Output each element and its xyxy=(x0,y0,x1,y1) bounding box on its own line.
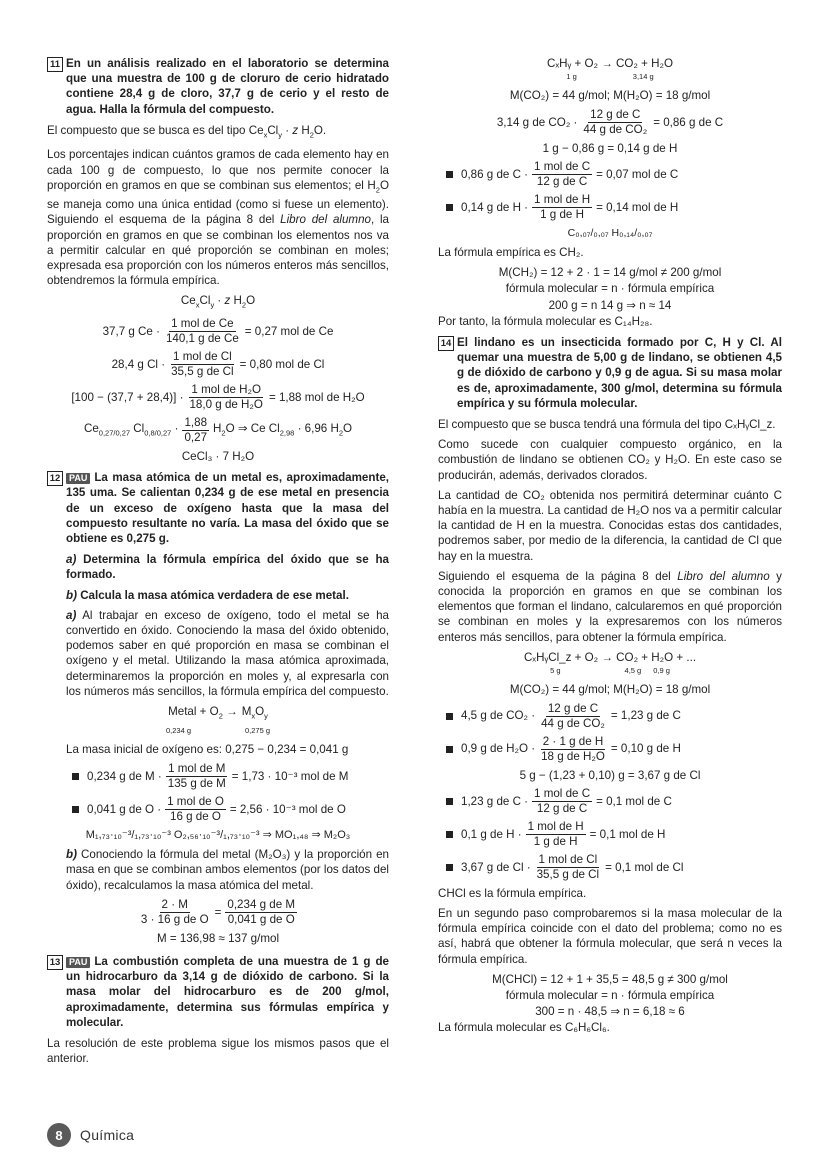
p13-eq-c xyxy=(438,108,782,137)
eq-right: = 0,07 mol de C xyxy=(596,167,679,181)
p12-reaction-masses xyxy=(47,723,389,738)
p11-result: CeCl₃ · 7 H₂O xyxy=(181,449,255,463)
fraction xyxy=(526,820,586,849)
numerator: 1 mol de M xyxy=(168,761,226,775)
text: Determina la fórmula empírica del óxido que se ha formado. xyxy=(66,553,389,582)
bullet-square xyxy=(446,713,453,720)
eq-right: = 1,23 g de C xyxy=(610,709,681,723)
problem-12-statement xyxy=(47,470,389,546)
p12-answer-a: a) Al trabajar en exceso de oxígeno, todo el metal se ha convertido en óxido. Conociendo la masa del óxido obtenido, podemos saber en qué proporción en masa se combinan el oxígeno y el metal. Utilizando la masa atómica aproximada, determinaremos la proporción en moles y, al expresarla con los números más sencillos, la fórmula empírica del compuesto. xyxy=(66,608,389,698)
denominator: 18 g de H₂O xyxy=(541,749,605,763)
eq-left: 0,9 g de H₂O · xyxy=(461,742,536,756)
eq-left: 28,4 g Cl · xyxy=(111,357,166,371)
numerator: 1 mol de Ce xyxy=(171,316,234,330)
denominator: 44 g de CO₂ xyxy=(583,122,648,136)
eq-left: 0,041 g de O · xyxy=(87,802,162,816)
book-title: Libro del alumno xyxy=(677,569,770,583)
text: y conocida la proporción en gramos en que se combinan los elementos que forman el lindano, calcularemos en qué proporción se combinan en moles y la expresaremos con los números enteros más sencillos, para obtener la fórmula empírica. xyxy=(438,569,782,644)
problem-number: 13 xyxy=(47,955,63,970)
denominator: 44 g de CO₂ xyxy=(541,716,605,730)
p13-bullet-2 xyxy=(446,193,782,222)
eq-left: 4,5 g de CO₂ · xyxy=(461,709,536,723)
denominator: 140,1 g de Ce xyxy=(165,331,239,345)
p14-m-chcl: M(CHCl) = 12 + 1 + 35,5 = 48,5 g ≠ 300 g/mol xyxy=(492,972,728,986)
fraction: $\frac{1,88}{0,27}$ xyxy=(184,415,208,444)
p14-molar: M(CO₂) = 44 g/mol; M(H₂O) = 18 g/mol xyxy=(509,683,711,697)
p14-reaction-masses xyxy=(438,663,782,678)
text: El compuesto que se busca es del tipo xyxy=(47,123,246,137)
p13-m-ch2: M(CH₂) = 12 + 2 · 1 = 14 g/mol ≠ 200 g/mol xyxy=(498,266,722,280)
fraction xyxy=(166,762,228,791)
eq-left: 3,14 g de CO₂ · xyxy=(496,115,578,129)
fraction xyxy=(539,702,607,731)
numerator: 12 g de C xyxy=(590,107,641,121)
p14-bullet-1 xyxy=(446,702,782,731)
eq-right: = 0,1 mol de Cl xyxy=(605,860,684,874)
p14-bullet-4 xyxy=(446,820,782,849)
p13-answer-intro: La resolución de este problema sigue los mismos pasos que el anterior. xyxy=(47,1036,389,1066)
p12-question-b xyxy=(47,588,389,603)
problem-text: El lindano es un insecticida formado por C, H y Cl. Al quemar una muestra de 5,00 g de lindano, se obtienen 4,5 g de dióxido de carbono y 0,9 g de agua. Si su masa molar es de, aproximadamente, 300 g/mol, determina su fórmula empírica y su fórmula molecular. xyxy=(457,336,782,410)
p13-bullet-1 xyxy=(446,160,782,189)
denominator: 35,5 g de Cl xyxy=(171,364,234,378)
p12-oxygen: La masa inicial de oxígeno es: 0,275 − 0,234 = 0,041 g xyxy=(66,742,349,756)
bullet-square xyxy=(72,806,79,813)
reactant: Metal + $O_2$ → xyxy=(168,705,238,721)
numerator: 1 mol de H xyxy=(534,192,591,206)
eq-left: 0,1 g de H · xyxy=(461,827,522,841)
p12-question-a xyxy=(47,552,389,582)
eq-right: = 0,86 g de C xyxy=(653,115,724,129)
problem-text: La combustión completa de una muestra de 1 g de un hidrocarburo da 3,14 g de dióxido de carbono. Si la masa molar del hidrocarburo es de 200 g/mol, aproximadamente, determina sus fórmulas empírica y molecular. xyxy=(66,954,389,1029)
label: b) xyxy=(66,588,77,602)
pau-badge: PAU xyxy=(66,957,90,968)
mass: 3,14 g xyxy=(632,72,654,82)
fraction xyxy=(164,317,241,346)
fraction xyxy=(535,853,602,882)
bullet-square xyxy=(72,773,79,780)
p14-a3: La cantidad de CO₂ obtenida nos permitirá determinar cuánto C había en la muestra. La cantidad de H₂O nos va a permitir calcular la cantidad de H en la muestra. Conocidas estas dos cantidades, podremos saber, por medio de la diferencia, la cantidad de Cl que hay en la muestra. xyxy=(438,488,782,563)
p14-a2: Como sucede con cualquier compuesto orgánico, en la combustión de lindano se obtienen CO₂ y H₂O. En este caso se producirán, además, derivados clorados. xyxy=(438,438,782,482)
problem-11-statement xyxy=(47,56,389,117)
right-column xyxy=(438,56,782,1041)
bullet-square xyxy=(446,746,453,753)
text: O se maneja como una única entidad (como si fuese un elemento). Siguiendo el esquema de la página 8 del xyxy=(47,178,389,227)
fraction xyxy=(187,383,264,412)
denominator: 0,041 g de O xyxy=(227,912,295,926)
numerator: 2 · M xyxy=(161,897,188,911)
eq-left: [100 − (37,7 + 28,4)] · xyxy=(71,390,184,404)
p12-mass-eq: $\frac{2 \cdot M}{\text{3 · 16 g de O}}$ = $\frac{\text{0,234 g de M}}{\text{0,041 g de O}}$ xyxy=(140,897,296,926)
p12-reaction xyxy=(47,704,389,724)
mass: 0,234 g xyxy=(165,725,191,735)
denominator: 16 g de O xyxy=(170,809,221,823)
pau-badge: PAU xyxy=(66,473,90,484)
numerator: 1 mol de Cl xyxy=(538,852,598,866)
fraction xyxy=(139,898,211,927)
p11-eq-ce xyxy=(47,317,389,346)
mass: 4,5 g xyxy=(624,666,642,676)
fraction xyxy=(581,108,649,137)
numerator: 1 mol de Cl xyxy=(173,349,232,363)
p12-bullet-2 xyxy=(72,795,389,824)
problem-14-statement xyxy=(438,335,782,411)
p11-intro: El compuesto que se busca es del tipo $Ce_xCl_y \cdot z$ $H_2O$. xyxy=(47,123,327,140)
p13-molecular-formula: fórmula molecular = n · fórmula empírica xyxy=(505,282,715,296)
p11-formula-type: $Ce_xCl_y \cdot z$ $H_2O$ xyxy=(180,294,256,310)
p14-a5: En un segundo paso comprobaremos si la masa molecular de la fórmula empírica coincide con el dato del problema; como no es así, habrá que obtener la fórmula molecular, que será n veces la fórmula empírica. xyxy=(438,906,782,966)
fraction xyxy=(539,735,607,764)
p12-formula-line: M₁,₇₃·₁₀⁻³/₁,₇₃·₁₀⁻³ O₂,₅₆·₁₀⁻³/₁,₇₃·₁₀⁻³ ⇒ MO₁,₄₈ ⇒ M₂O₃ xyxy=(85,828,351,841)
bullet-square xyxy=(446,831,453,838)
book-title: Libro del alumno xyxy=(280,213,371,227)
numerator: 1 mol de H₂O xyxy=(191,382,262,396)
p14-reaction: CₓHᵧCl_z + O₂ → CO₂ + H₂O + ... xyxy=(523,650,697,664)
p13-empirical: La fórmula empírica es CH₂. xyxy=(438,246,584,260)
eq-right: = 0,27 mol de Ce xyxy=(244,324,334,338)
eq-left: 1,23 g de C · xyxy=(461,794,529,808)
problem-number: 11 xyxy=(47,57,63,72)
eq-right: = 0,1 mol de H xyxy=(589,827,666,841)
problem-13-statement xyxy=(47,954,389,1030)
label: a) xyxy=(66,553,77,567)
numerator: 0,234 g de M xyxy=(227,897,296,911)
mass: 1 g xyxy=(566,72,577,82)
numerator: 1 mol de C xyxy=(534,786,591,800)
fraction xyxy=(532,193,592,222)
p13-molar: M(CO₂) = 44 g/mol; M(H₂O) = 18 g/mol xyxy=(509,89,711,103)
p14-n-calc: 300 = n · 48,5 ⇒ n = 6,18 ≈ 6 xyxy=(535,1005,685,1019)
fraction xyxy=(165,795,226,824)
p14-empirical: CHCl es la fórmula empírica. xyxy=(438,886,587,900)
fraction xyxy=(532,787,592,816)
eq-right: = 0,14 mol de H xyxy=(596,200,679,214)
p14-bullet-3 xyxy=(446,787,782,816)
denominator: 3 · 16 g de O xyxy=(140,912,209,926)
eq-right: = 0,10 g de H xyxy=(610,742,681,756)
p11-eq-ratio: $Ce_{0,27/0,27}$ $Cl_{0,8/0,27}$ · $\frac{1,88}{0,27}$ $H_2O$ ⇒ Ce $Cl_{2,98} \cdot 6,96$ $H_2O$ xyxy=(83,415,353,444)
mass: 0,275 g xyxy=(245,725,271,735)
p12-answer-b: b) Conociendo la fórmula del metal (M₂O₃) y la proporción en masa en que se combinan ambos elementos (por los datos del óxido), recalculamos la masa atómica del metal. xyxy=(66,848,389,892)
denominator: 1 g de H xyxy=(533,834,578,848)
product: $M_xO_y$ xyxy=(241,705,268,721)
bullet-square xyxy=(446,864,453,871)
p12-mass-result: M = 136,98 ≈ 137 g/mol xyxy=(156,931,280,945)
eq-left: 0,234 g de M · xyxy=(87,769,162,783)
fraction xyxy=(532,160,592,189)
p14-a4 xyxy=(438,569,782,645)
text: Los porcentajes indican cuántos gramos de cada elemento hay en cada 100 g de compuesto, lo que nos permite conocer la proporción en gramos en que se combinan sus elementos; el H xyxy=(47,148,389,192)
fraction xyxy=(225,898,297,927)
numerator: 2 · 1 g de H xyxy=(542,734,604,748)
mass: 0,9 g xyxy=(653,666,670,676)
p14-molecular-formula: fórmula molecular = n · fórmula empírica xyxy=(505,988,715,1002)
p14-conclusion: La fórmula molecular es C₆H₆Cl₆. xyxy=(438,1021,610,1035)
bullet-square xyxy=(446,204,453,211)
text: Al trabajar en exceso de oxígeno, todo el metal se ha convertido en óxido. Conociendo la masa del óxido obtenido, podemos saber en qué proporción en masa se combinan el oxígeno y el metal. Utilizando la masa atómica aproximada, determinaremos la proporción en moles y, al expresarla con los números más sencillos, la fórmula empírica del compuesto. xyxy=(66,608,389,698)
bullet-square xyxy=(446,171,453,178)
eq-right: = 2,56 · 10⁻³ mol de O xyxy=(229,802,346,816)
eq-left: 0,14 g de H · xyxy=(461,200,529,214)
denominator: 18,0 g de H₂O xyxy=(189,397,263,411)
problem-text: En un análisis realizado en el laboratorio se determina que una muestra de 100 g de cloruro de cerio hidratado contiene 28,4 g de cloro, 37,7 g de cerio y el resto de agua. Halla la fórmula del compuesto. xyxy=(66,57,389,116)
numerator: 1 mol de C xyxy=(534,159,591,173)
text: Calcula la masa atómica verdadera de ese metal. xyxy=(80,588,349,602)
page-footer xyxy=(47,1123,134,1147)
numerator: 1 mol de H xyxy=(527,819,584,833)
denominator: 1 g de H xyxy=(540,207,584,221)
p14-bullet-5 xyxy=(446,853,782,882)
p14-bullet-2 xyxy=(446,735,782,764)
page-number: 8 xyxy=(47,1123,71,1147)
left-column xyxy=(47,56,389,1071)
eq-left: 0,86 g de C · xyxy=(461,167,529,181)
problem-text: La masa atómica de un metal es, aproximadamente, 135 uma. Se calientan 0,234 g de ese metal en presencia de un exceso de oxígeno hasta que la masa del compuesto resultante no varía. La masa del óxido que se obtiene es 0,275 g. xyxy=(66,471,389,545)
denominator: 12 g de C xyxy=(536,801,588,815)
eq-right: = 1,73 · 10⁻³ mol de M xyxy=(231,769,349,783)
text: Siguiendo el esquema de la página 8 del xyxy=(438,569,678,583)
mass: 5 g xyxy=(550,666,561,676)
denominator: 135 g de M xyxy=(167,776,226,790)
eq-right: = 0,80 mol de Cl xyxy=(239,357,325,371)
fraction xyxy=(169,350,236,379)
p13-n-calc: 200 g = n 14 g ⇒ n ≈ 14 xyxy=(548,298,672,312)
p11-eq-h2o xyxy=(47,383,389,412)
problem-number: 14 xyxy=(438,336,454,351)
denominator: 12 g de C xyxy=(536,174,588,188)
p14-cl-line: 5 g − (1,23 + 0,10) g = 3,67 g de Cl xyxy=(519,768,701,782)
bullet-square xyxy=(446,798,453,805)
p13-conclusion: Por tanto, la fórmula molecular es C₁₄H₂₈. xyxy=(438,314,653,328)
p12-bullet-1 xyxy=(72,762,389,791)
p13-ratio: C₀,₀₇/₀,₀₇ H₀,₁₄/₀,₀₇ xyxy=(567,226,653,239)
eq-left: 37,7 g Ce · xyxy=(102,324,160,338)
p11-body: Los porcentajes indican cuántos gramos de cada elemento hay en cada 100 g de compuesto, lo que nos permite conocer la proporción en gramos en que se combinan sus elementos; el $H_2O$ se maneja como una única entidad (como si fuese un elemento). Siguiendo el esquema de la página 8 del Libro del alumno, la proporción en gramos en que se combinan los elementos nos va a permitir calcular en qué proporción se combinan en moles; expresada esa proporción con los números enteros más sencillos, obtendremos la fórmula empírica. xyxy=(47,148,389,288)
numerator: 1 mol de O xyxy=(167,794,224,808)
p14-a1: El compuesto que se busca tendrá una fórmula del tipo CₓHᵧCl_z. xyxy=(438,418,776,432)
eq-left: 3,67 g de Cl · xyxy=(461,860,531,874)
book-subject-title: Química xyxy=(80,1127,135,1143)
p13-h-line: 1 g − 0,86 g = 0,14 g de H xyxy=(542,141,678,155)
numerator: 12 g de C xyxy=(547,701,599,715)
text: Conociendo la fórmula del metal (M₂O₃) y la proporción en masa en que se combinan ambos elementos (por los datos del óxido), recalculamos la masa atómica del metal. xyxy=(66,848,389,892)
text: , la proporción en gramos en que se combinan los elementos nos va a permitir calcular en qué proporción se combinan en moles; expresada esa proporción con los números enteros más sencillos, obtendremos la fórmula empírica. xyxy=(47,213,389,288)
p11-eq-cl xyxy=(47,350,389,379)
p13-reaction: CₓHᵧ + O₂ → CO₂ + H₂O xyxy=(546,57,674,70)
denominator: 35,5 g de Cl xyxy=(536,867,600,881)
p13-reaction-masses xyxy=(438,69,782,84)
eq-right: = 0,1 mol de C xyxy=(596,794,672,808)
eq-right: = 1,88 mol de H₂O xyxy=(268,390,365,404)
problem-number: 12 xyxy=(47,471,63,486)
